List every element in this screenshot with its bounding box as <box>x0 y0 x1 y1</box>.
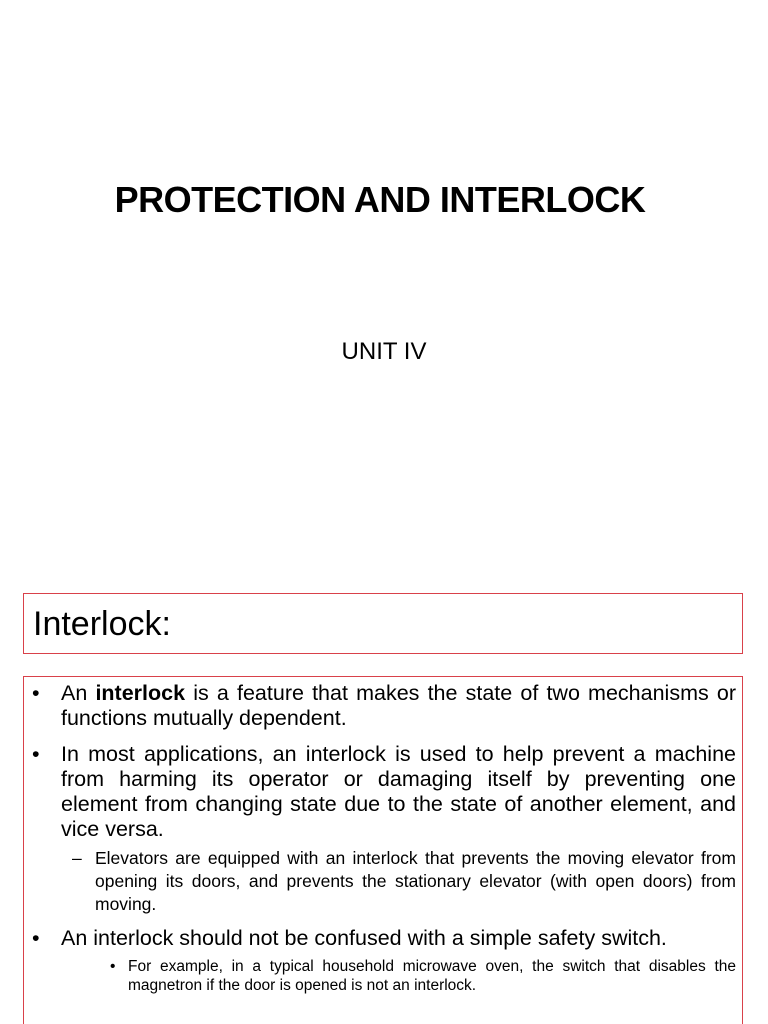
bullet-marker: • <box>110 958 116 975</box>
section-heading: Interlock: <box>33 605 171 643</box>
slide-title: PROTECTION AND INTERLOCK <box>114 179 646 220</box>
sub-sub-bullet-item-1 <box>30 957 736 995</box>
bullet-item-3 <box>30 926 736 951</box>
bullet-marker: • <box>32 742 40 766</box>
bullet-bold-term: interlock <box>95 681 186 705</box>
sub-bullet-text: Elevators are equipped with an interlock that prevents the moving elevator from opening its doors, and prevents the stationary elevator (with open doors) from moving. <box>95 848 736 914</box>
sub-sub-bullet-text: For example, in a typical household microwave oven, the switch that disables the magnetron if the door is opened is not an interlock. <box>128 958 736 994</box>
bullet-text: In most applications, an interlock is used to help prevent a machine from harming its operator or damaging itself by preventing one element from changing state due to the state of another element, and vice versa. <box>61 742 736 841</box>
sub-bullet-item-1 <box>30 847 736 916</box>
bullet-marker: • <box>32 681 40 705</box>
slide-subtitle: UNIT IV <box>341 338 427 365</box>
bullet-prefix: An <box>61 681 96 705</box>
content-box <box>23 676 743 1024</box>
bullet-text: An interlock should not be confused with a simple safety switch. <box>61 926 667 950</box>
heading-box <box>23 593 743 654</box>
dash-marker: – <box>72 848 82 868</box>
bullet-item-2 <box>30 742 736 842</box>
bullet-suffix: is a feature that makes the state of two mechanisms or functions mutually dependent. <box>61 681 736 730</box>
bullet-item-1 <box>30 681 736 731</box>
bullet-marker: • <box>32 926 40 950</box>
